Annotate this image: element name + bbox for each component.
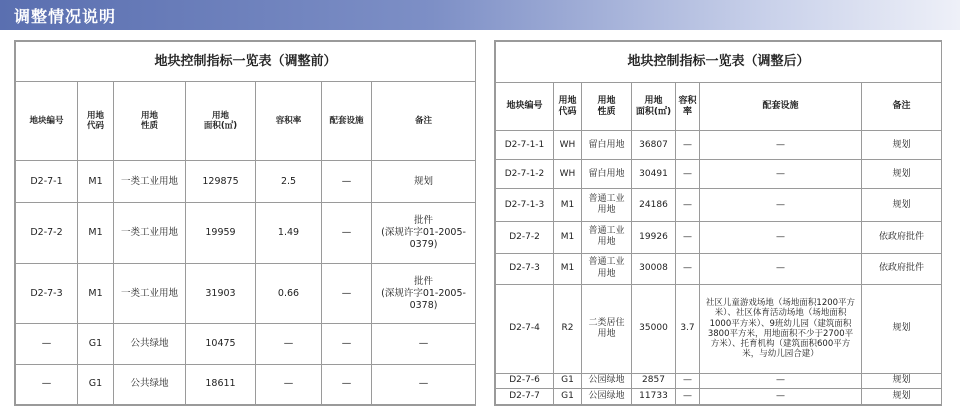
cell-land-code: WH (554, 131, 582, 160)
cell-land-use: 普通工业 用地 (582, 189, 632, 222)
cell-land-code: M1 (78, 263, 114, 324)
cell-facilities: — (700, 253, 862, 284)
cell-land-use: 公共绿地 (114, 324, 186, 364)
cell-facilities: — (322, 203, 372, 264)
cell-far: — (676, 389, 700, 405)
cell-facilities: — (322, 160, 372, 202)
cell-remark: — (372, 324, 476, 364)
cell-land-use: 一类工业用地 (114, 160, 186, 202)
cell-plot-id: D2-7-1-2 (496, 160, 554, 189)
table-row (16, 203, 476, 264)
after-header-facilities: 配套设施 (700, 83, 862, 131)
cell-land-area: 35000 (632, 284, 676, 373)
cell-remark: 规划 (862, 284, 942, 373)
cell-remark: 规划 (372, 160, 476, 202)
cell-land-code: G1 (554, 373, 582, 389)
cell-far: 2.5 (256, 160, 322, 202)
cell-land-area: 31903 (186, 263, 256, 324)
table-row (496, 160, 942, 189)
cell-land-use: 普通工业 用地 (582, 222, 632, 253)
after-header-land-use: 用地 性质 (582, 83, 632, 131)
page-title: 调整情况说明 (14, 7, 117, 26)
after-header-far: 容积 率 (676, 83, 700, 131)
cell-facilities: 社区儿童游戏场地（场地面积1200平方米）、社区体育活动场地（场地面积1000平方米）、9班幼儿园（建筑面积3800平方米，用地面积不少于2700平方米）、托育机构（建筑面积600平方米，与幼儿园合建） (700, 284, 862, 373)
cell-land-area: 19959 (186, 203, 256, 264)
cell-plot-id: D2-7-2 (16, 203, 78, 264)
cell-remark: 依政府批件 (862, 253, 942, 284)
before-table-body (16, 160, 476, 404)
cell-facilities: — (700, 222, 862, 253)
table-row (16, 160, 476, 202)
cell-plot-id: — (16, 364, 78, 404)
cell-land-area: 36807 (632, 131, 676, 160)
cell-land-area: 19926 (632, 222, 676, 253)
table-row (496, 284, 942, 373)
after-table-body (496, 131, 942, 405)
cell-facilities: — (700, 389, 862, 405)
before-table (15, 41, 476, 405)
cell-facilities: — (322, 364, 372, 404)
cell-land-code: M1 (78, 160, 114, 202)
cell-land-area: 2857 (632, 373, 676, 389)
before-header-remark: 备注 (372, 82, 476, 161)
cell-remark: 规划 (862, 189, 942, 222)
cell-far: — (256, 364, 322, 404)
cell-facilities: — (322, 263, 372, 324)
cell-land-code: G1 (554, 389, 582, 405)
cell-far: 1.49 (256, 203, 322, 264)
header-bar (0, 0, 960, 30)
cell-far: — (676, 189, 700, 222)
cell-land-area: 30491 (632, 160, 676, 189)
after-header-land-area: 用地 面积(㎡) (632, 83, 676, 131)
cell-facilities: — (700, 189, 862, 222)
before-header-far: 容积率 (256, 82, 322, 161)
cell-land-use: 普通工业 用地 (582, 253, 632, 284)
cell-plot-id: D2-7-3 (16, 263, 78, 324)
after-table (495, 41, 942, 405)
table-row (496, 389, 942, 405)
table-row (16, 364, 476, 404)
before-header-land-use: 用地 性质 (114, 82, 186, 161)
cell-far: — (256, 324, 322, 364)
cell-land-use: 留白用地 (582, 160, 632, 189)
cell-far: 0.66 (256, 263, 322, 324)
cell-far: — (676, 222, 700, 253)
cell-land-use: 公共绿地 (114, 364, 186, 404)
before-table-title: 地块控制指标一览表（调整前） (16, 42, 476, 82)
cell-remark: 批件 (深规许字01-2005- 0378) (372, 263, 476, 324)
after-table-panel (494, 40, 942, 406)
after-table-title: 地块控制指标一览表（调整后） (496, 42, 942, 83)
table-row (496, 222, 942, 253)
cell-far: — (676, 160, 700, 189)
cell-plot-id: D2-7-1-3 (496, 189, 554, 222)
cell-plot-id: D2-7-1 (16, 160, 78, 202)
cell-land-code: G1 (78, 324, 114, 364)
cell-remark: — (372, 364, 476, 404)
cell-land-code: M1 (78, 203, 114, 264)
cell-remark: 规划 (862, 160, 942, 189)
table-row (496, 253, 942, 284)
cell-land-code: M1 (554, 253, 582, 284)
cell-far: 3.7 (676, 284, 700, 373)
cell-land-area: 129875 (186, 160, 256, 202)
cell-plot-id: D2-7-6 (496, 373, 554, 389)
before-header-plot-id: 地块编号 (16, 82, 78, 161)
cell-land-code: M1 (554, 222, 582, 253)
cell-plot-id: D2-7-7 (496, 389, 554, 405)
cell-land-area: 30008 (632, 253, 676, 284)
cell-land-code: M1 (554, 189, 582, 222)
cell-land-area: 24186 (632, 189, 676, 222)
cell-land-use: 公园绿地 (582, 389, 632, 405)
cell-plot-id: D2-7-1-1 (496, 131, 554, 160)
cell-land-use: 二类居住 用地 (582, 284, 632, 373)
cell-far: — (676, 373, 700, 389)
table-row (16, 263, 476, 324)
table-row (496, 373, 942, 389)
cell-land-area: 11733 (632, 389, 676, 405)
after-header-row (496, 83, 942, 131)
cell-facilities: — (700, 131, 862, 160)
cell-far: — (676, 253, 700, 284)
cell-land-code: WH (554, 160, 582, 189)
cell-remark: 规划 (862, 373, 942, 389)
cell-land-code: R2 (554, 284, 582, 373)
cell-remark: 规划 (862, 131, 942, 160)
table-row (16, 324, 476, 364)
before-header-land-area: 用地 面积(㎡) (186, 82, 256, 161)
cell-plot-id: D2-7-2 (496, 222, 554, 253)
cell-far: — (676, 131, 700, 160)
after-header-land-code: 用地 代码 (554, 83, 582, 131)
before-header-row (16, 82, 476, 161)
cell-plot-id: D2-7-3 (496, 253, 554, 284)
cell-land-use: 一类工业用地 (114, 263, 186, 324)
cell-land-use: 一类工业用地 (114, 203, 186, 264)
cell-land-use: 留白用地 (582, 131, 632, 160)
table-row (496, 189, 942, 222)
cell-plot-id: D2-7-4 (496, 284, 554, 373)
cell-facilities: — (700, 373, 862, 389)
cell-remark: 依政府批件 (862, 222, 942, 253)
table-row (496, 131, 942, 160)
cell-remark: 规划 (862, 389, 942, 405)
cell-plot-id: — (16, 324, 78, 364)
cell-land-code: G1 (78, 364, 114, 404)
cell-facilities: — (700, 160, 862, 189)
after-header-remark: 备注 (862, 83, 942, 131)
before-table-panel (14, 40, 476, 406)
before-header-facilities: 配套设施 (322, 82, 372, 161)
before-header-land-code: 用地 代码 (78, 82, 114, 161)
cell-land-area: 10475 (186, 324, 256, 364)
cell-remark: 批件 (深规许字01-2005- 0379) (372, 203, 476, 264)
cell-land-use: 公园绿地 (582, 373, 632, 389)
cell-facilities: — (322, 324, 372, 364)
cell-land-area: 18611 (186, 364, 256, 404)
after-header-plot-id: 地块编号 (496, 83, 554, 131)
